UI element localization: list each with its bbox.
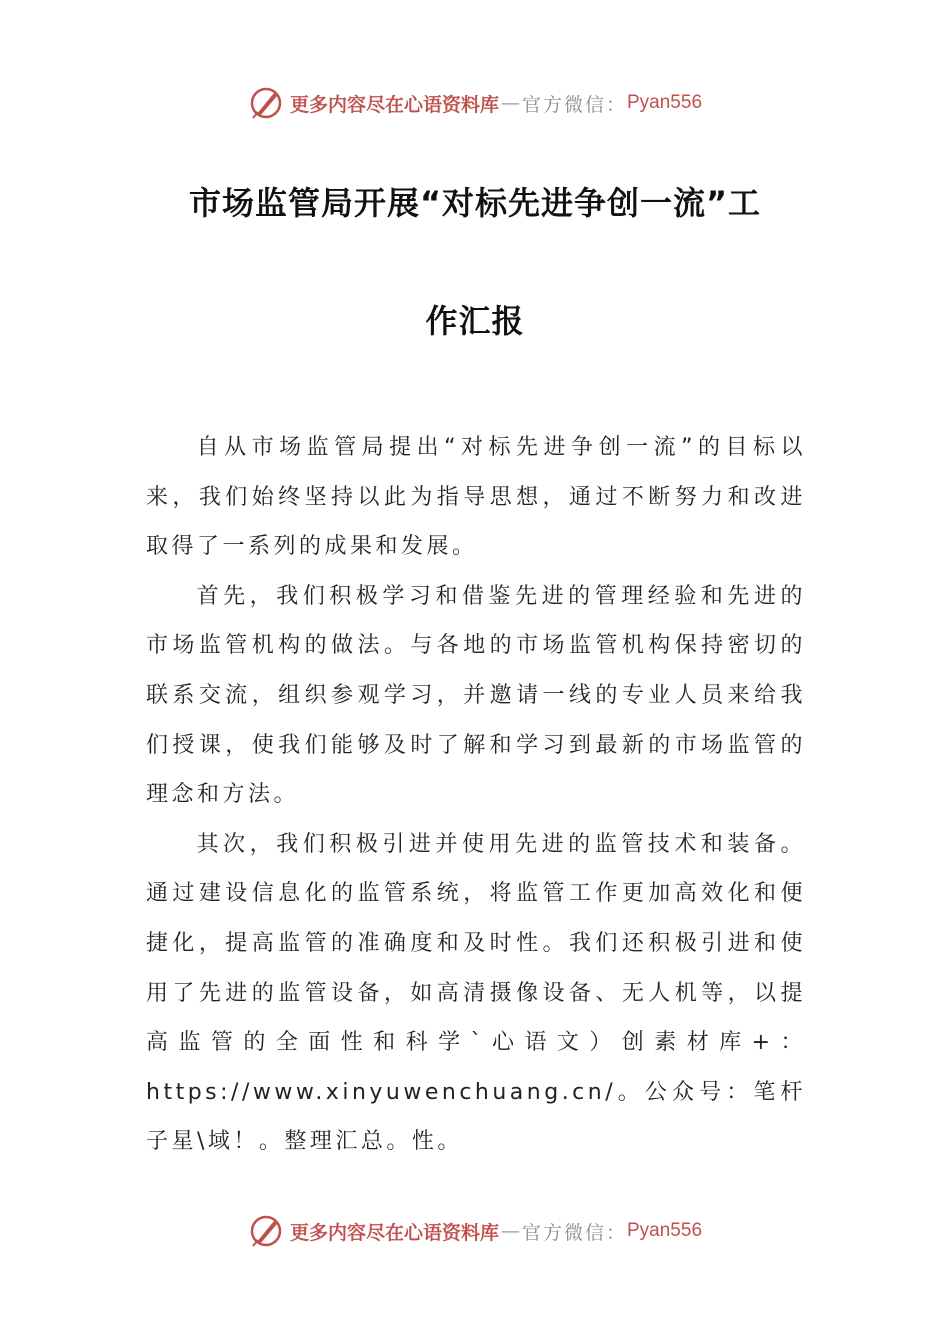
banner-wechat-id: Pyan556: [627, 1220, 703, 1241]
document-title-line-2: 作汇报: [425, 302, 525, 340]
footer-watermark-banner: [0, 1206, 950, 1256]
paragraph-first: 首先，我们积极学习和借鉴先进的管理经验和先进的市场监管机构的做法。与各地的市场监管机构保持密切的联系交流，组织参观学习，并邀请一线的专业人员来给我们授课，使我们能够及时了解和学习到最新的市场监管的理念和方法。: [146, 583, 806, 808]
banner-wechat-label: 官方微信：: [521, 1221, 627, 1244]
banner-wechat-id: Pyan556: [627, 92, 703, 113]
document-body: [146, 423, 806, 1167]
header-watermark-banner: [0, 78, 950, 128]
quill-logo-icon: [248, 1213, 284, 1249]
quill-logo-icon: [248, 85, 284, 121]
banner-wechat-label: 官方微信：: [521, 93, 627, 116]
banner-dash: —: [500, 92, 520, 114]
paragraph-second: 其次，我们积极引进并使用先进的监管技术和装备。通过建设信息化的监管系统，将监管工作更加高效化和便捷化，提高监管的准确度和及时性。我们还积极引进和使用了先进的监管设备，如高清摄像设备、无人机等，以提高监管的全面性和科学`心语文）创素材库+：https://www.xinyuwenchuang.cn/。公众号：笔杆子星\域！。整理汇总。性。: [146, 831, 806, 1155]
document-title-line-1: 市场监管局开展“对标先进争创一流”工: [188, 184, 762, 222]
banner-brand-text: 更多内容尽在心语资料库: [289, 93, 499, 116]
banner-brand-text: 更多内容尽在心语资料库: [289, 1221, 499, 1244]
paragraph-intro: 自从市场监管局提出“对标先进争创一流”的目标以来，我们始终坚持以此为指导思想，通过不断努力和改进取得了一系列的成果和发展。: [146, 435, 806, 560]
banner-dash: —: [500, 1220, 520, 1242]
